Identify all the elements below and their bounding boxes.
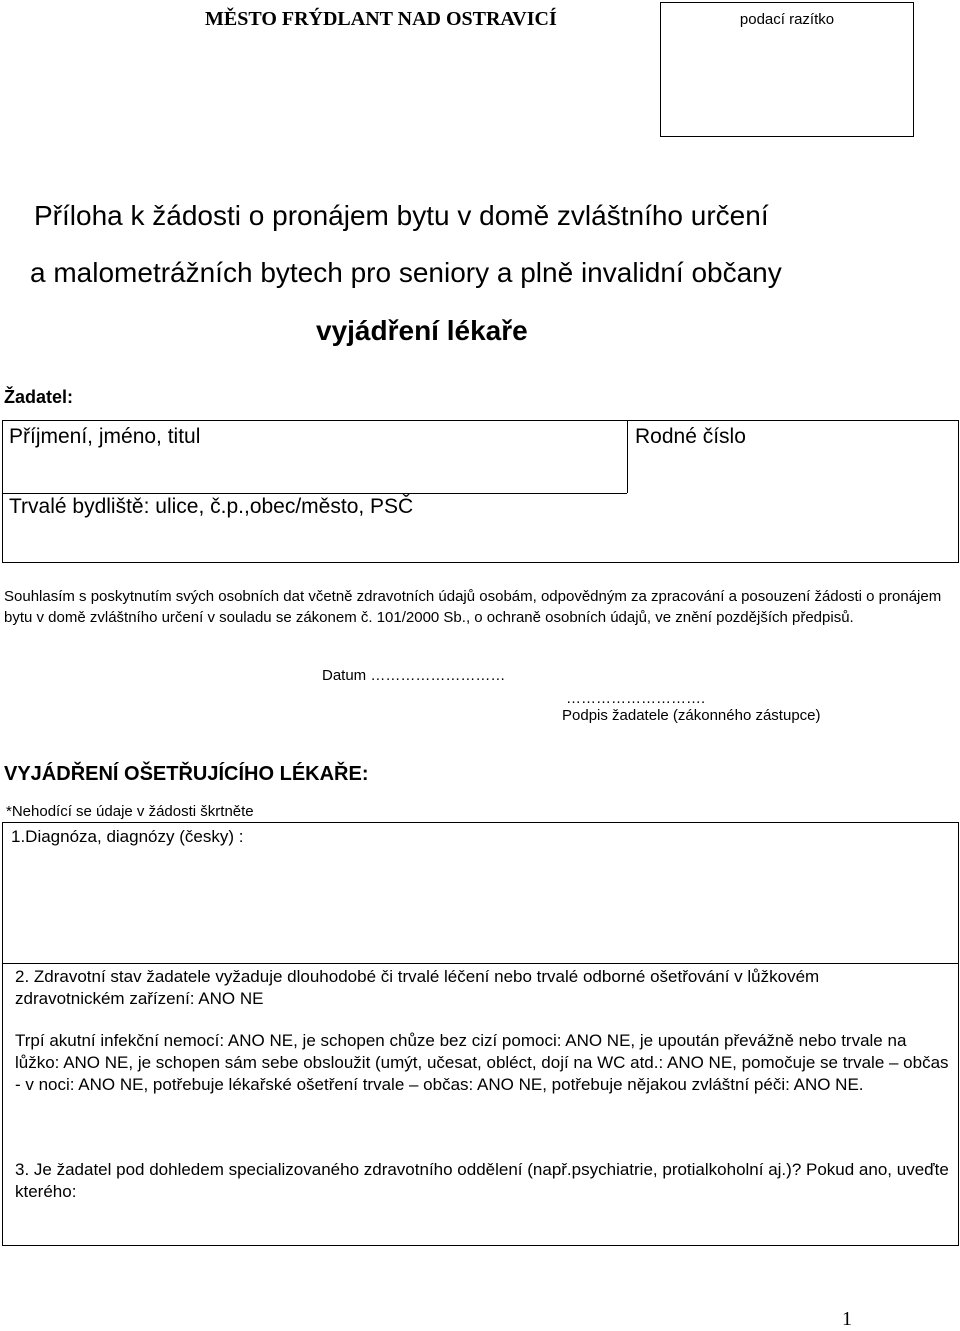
strike-note: *Nehodící se údaje v žádosti škrtněte — [6, 803, 254, 820]
question-2-details: Trpí akutní infekční nemocí: ANO NE, je schopen chůze bez cizí pomoci: ANO NE, je upoután převážně nebo trvale na lůžko: ANO NE, je schopen sám sebe obsloužit (umýt, učesat, obléct, dojí na WC atd.: ANO NE, pomočuje se trvale – občas - v noci: ANO NE, potřebuje lékařské ošetření trvale – občas: ANO NE, potřebuje nějakou zvláštní péči: ANO NE. — [15, 1031, 949, 1094]
date-line: Datum ……………………… — [322, 667, 506, 684]
question-1-diagnosis: 1.Diagnóza, diagnózy (česky) : — [11, 827, 244, 846]
applicant-horizontal-divider — [3, 493, 627, 494]
applicant-vertical-divider — [627, 421, 628, 493]
question-3-specialized-care: 3. Je žadatel pod dohledem specializovaného zdravotního oddělení (např.psychiatrie, protialkoholní aj.)? Pokud ano, uveďte kterého: — [15, 1160, 949, 1201]
consent-text: Souhlasím s poskytnutím svých osobních dat včetně zdravotních údajů osobám, odpovědným za zpracování a posouzení žádosti o pronájem bytu v domě zvláštního určení v souladu se zákonem č. 101/2000 Sb., o ochraně osobních údajů, ve znění pozdějších předpisů. — [4, 588, 942, 626]
question-2-line-2: zdravotnickém zařízení: ANO NE — [15, 989, 264, 1008]
city-name: MĚSTO FRÝDLANT NAD OSTRAVICÍ — [205, 8, 557, 30]
birth-number-field-label: Rodné číslo — [635, 425, 746, 448]
question-2-line-1: 2. Zdravotní stav žadatele vyžaduje dlouhodobé či trvalé léčení nebo trvalé odborné ošetřování v lůžkovém — [15, 967, 820, 986]
applicant-heading: Žadatel: — [4, 387, 74, 407]
medical-box — [2, 822, 959, 1246]
medical-divider — [3, 963, 958, 964]
stamp-box — [660, 2, 914, 137]
signature-line: ………………………. — [566, 690, 706, 707]
applicant-box — [2, 420, 959, 563]
title-line-1: Příloha k žádosti o pronájem bytu v domě zvláštního určení — [34, 200, 769, 231]
doctor-section-heading: VYJÁDŘENÍ OŠETŘUJÍCÍHO LÉKAŘE: — [4, 763, 369, 785]
address-field-label: Trvalé bydliště: ulice, č.p.,obec/město, PSČ — [9, 495, 414, 518]
name-field-label: Příjmení, jméno, titul — [9, 425, 201, 448]
page-number: 1 — [842, 1308, 852, 1330]
title-line-2: a malometrážních bytech pro seniory a plně invalidní občany — [30, 257, 782, 288]
stamp-label: podací razítko — [739, 11, 835, 28]
subtitle: vyjádření lékaře — [316, 315, 528, 346]
signature-label: Podpis žadatele (zákonného zástupce) — [562, 707, 821, 724]
